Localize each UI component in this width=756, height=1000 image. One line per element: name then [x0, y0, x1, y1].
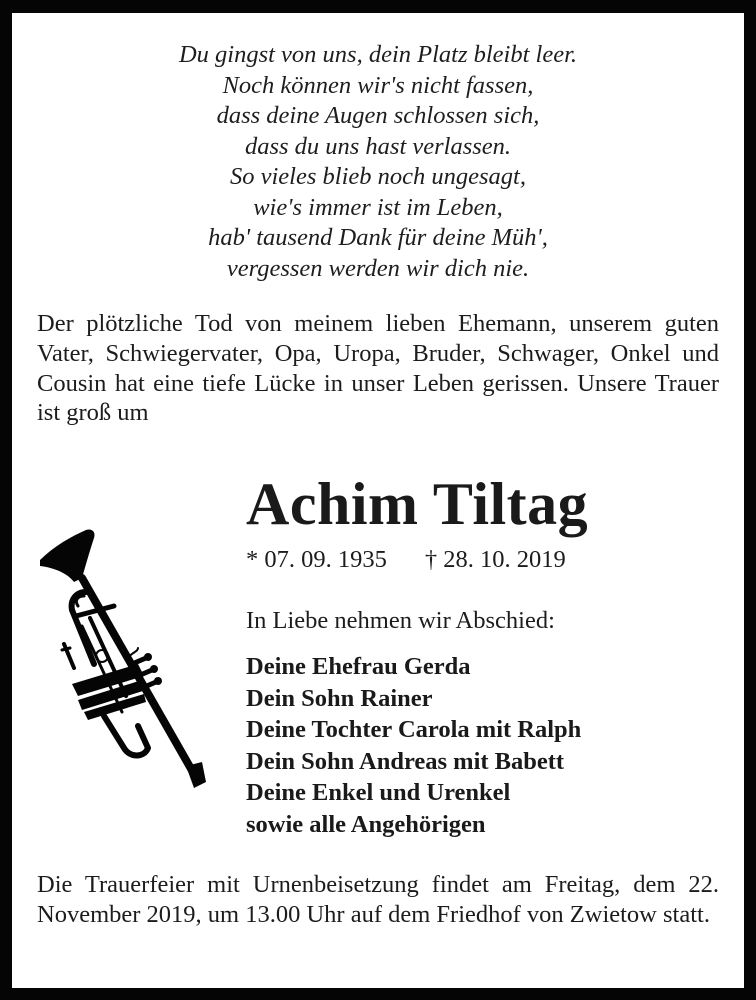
birth-date: * 07. 09. 1935: [246, 546, 387, 573]
trumpet-icon: [34, 526, 214, 790]
poem: [12, 40, 744, 284]
mourners-list: [246, 651, 581, 840]
life-dates: [246, 545, 566, 575]
mourner: Deine Ehefrau Gerda: [246, 653, 471, 680]
mourner: Deine Tochter Carola mit Ralph: [246, 716, 582, 743]
poem-line: dass du uns hast verlassen.: [244, 132, 512, 160]
poem-line: Du gingst von uns, dein Platz bleibt leer.: [178, 41, 578, 68]
poem-line: So vieles blieb noch ungesagt,: [230, 163, 526, 190]
intro-paragraph: Der plötzliche Tod von meinem lieben Ehemann, unserem guten Vater, Schwiegervater, Opa, Uropa, Bruder, Schwager, Onkel und Cousin hat eine tiefe Lücke in unser Leben gerissen. Unsere Trauer ist groß um: [37, 310, 719, 427]
ceremony-paragraph: Die Trauerfeier mit Urnenbeisetzung findet am Freitag, dem 22. November 2019, um 13.00 Uhr auf dem Friedhof von Zwietow statt.: [37, 871, 719, 928]
poem-line: dass deine Augen schlossen sich,: [216, 102, 540, 129]
death-date: † 28. 10. 2019: [424, 546, 566, 573]
poem-line: vergessen werden wir dich nie.: [226, 254, 530, 282]
poem-line: wie's immer ist im Leben,: [253, 193, 503, 221]
poem-line: Noch können wir's nicht fassen,: [222, 71, 534, 99]
mourner: Dein Sohn Rainer: [246, 684, 433, 712]
deceased-name: Achim Tiltag: [246, 471, 589, 537]
poem-line: hab' tausend Dank für deine Müh',: [208, 224, 548, 251]
mourner: sowie alle Angehörigen: [246, 810, 486, 838]
mourner: Dein Sohn Andreas mit Babett: [246, 747, 565, 775]
mourner: Deine Enkel und Urenkel: [246, 779, 511, 806]
farewell-line: In Liebe nehmen wir Abschied:: [246, 607, 555, 634]
